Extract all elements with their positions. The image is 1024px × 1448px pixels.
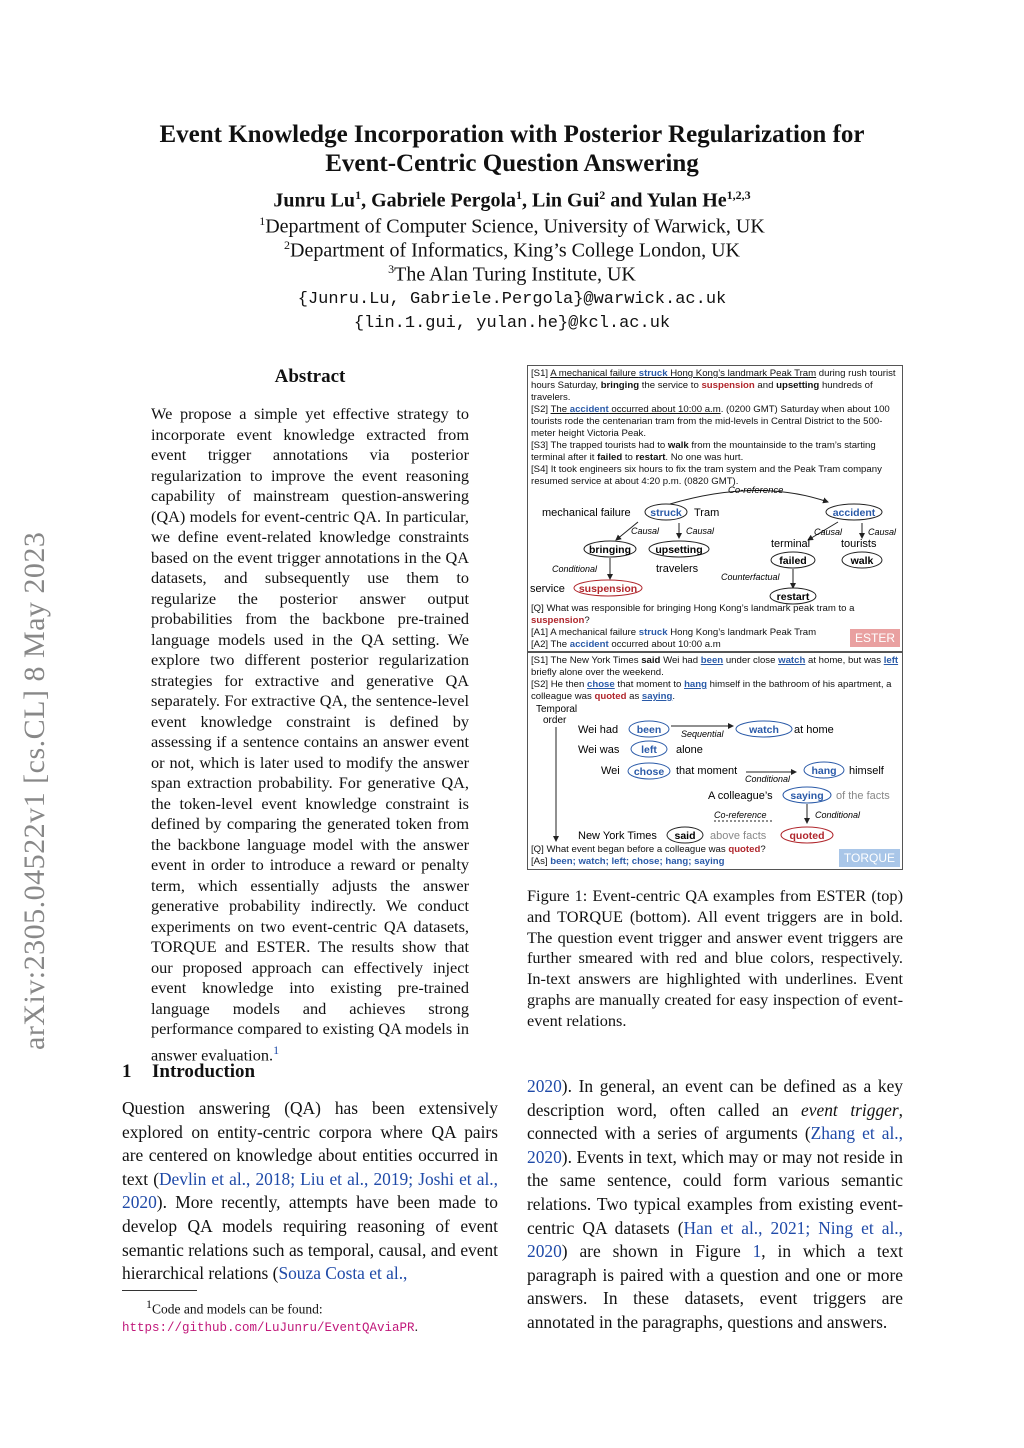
citation-link[interactable]: Zhang et al., 2020 [527, 1123, 903, 1167]
node-struck: struck [650, 507, 682, 519]
ester-sentence-3: [S3] The trapped tourists had to walk from the mountainside to the tram’s starting terminal after it failed to restart. No one was hurt. [531, 440, 876, 463]
node-wei: Wei [601, 765, 620, 777]
email-line: {Junru.Lu, Gabriele.Pergola}@warwick.ac.uk [297, 290, 727, 309]
emphasis-text: event trigger [801, 1099, 899, 1120]
body-text: , connected with a series of arguments ( [527, 1099, 904, 1144]
abstract-text: We propose a simple yet effective strategy to incorporate event knowledge extracted from event trigger annotations via posterior regularization to improve the event reasoning capability of mainstream question-answering (QA) models for event-centric QA. In particular, we define event-related knowledge constraints based on the event trigger annotations in the QA datasets, and subsequently use them to regularize the posterior answer output probabilities from the backbone pre-trained language models used in the QA setting. We explore two different posterior regularization strategies for extractive and generative QA separately. For extractive QA, the sentence-level event knowledge constraint is defined by assessing if a sentence contains an answer event or not, which is later used to modify the answer span extraction probability. For generative QA, the token-level event knowledge constraint is defined by comparing the generated token from the backbone language model with the answer event in order to introduce a reward or penalty term, which essentially adjusts the answer generative probability indirectly. We conduct experiments on two event-centric QA datasets, TORQUE and ESTER. The results show that our proposed approach can effectively inject event knowledge into existing pre-trained language models and achieves strong performance compared to existing QA models in answer evaluation. [151, 404, 469, 1064]
node-service: service [530, 583, 565, 595]
node-mechanical-failure: mechanical failure [542, 507, 631, 519]
affil-sup: 2 [284, 238, 291, 252]
ester-sentence-1: [S1] A mechanical failure struck Hong Kong’s landmark Peak Tram during rush tourist hours Saturday, bringing the service to suspension and upsetting hundreds of travelers. [531, 368, 896, 403]
section-heading [122, 1061, 255, 1083]
right-column-paragraph [527, 1075, 903, 1335]
section-title: Introduction [152, 1061, 256, 1082]
torque-tag: TORQUE [839, 849, 900, 867]
causal-label: Causal [868, 527, 897, 537]
node-quoted: quoted [789, 830, 825, 842]
node-wei-was: Wei was [578, 744, 620, 756]
node-watch: watch [749, 724, 779, 736]
section-number: 1 [122, 1061, 132, 1082]
node-left: left [641, 744, 657, 756]
author-affil-sup: 1 [516, 188, 523, 202]
node-chose: chose [633, 766, 665, 778]
intro-text: Question answering (QA) has been extensively explored on entity-centric corpora where QA pairs are centered on knowledge about entities occurred in text ( [122, 1098, 498, 1189]
affil-text: The Alan Turing Institute, UK [394, 263, 636, 286]
node-travelers: travelers [656, 563, 699, 575]
author-name: Yulan He [646, 189, 727, 212]
ester-qa [531, 603, 899, 651]
node-been: been [636, 724, 662, 736]
causal-label: Causal [814, 527, 843, 537]
node-of-the-facts: of the facts [836, 790, 890, 802]
author-list [0, 188, 1024, 213]
footnote-sup: 1 [146, 1297, 152, 1311]
footnote-end: . [414, 1318, 418, 1334]
author-name: Gabriele Pergola [371, 189, 517, 212]
affil-sup: 3 [388, 262, 395, 276]
node-accident: accident [832, 507, 876, 519]
node-said: said [674, 830, 696, 842]
causal-label: Causal [631, 526, 660, 536]
author-name: Lin Gui [532, 189, 600, 212]
body-text: , in which a text paragraph is paired with a question and one or more answers. In these datasets, event triggers are annotated in the paragraphs, questions and answers. [527, 1241, 903, 1332]
conditional-label: Conditional [552, 564, 598, 574]
intro-text: ). More recently, attempts have been made to develop QA models requiring reasoning of event semantic relations such as temporal, causal, and event hierarchical relations ( [122, 1192, 498, 1284]
torque-event-graph [528, 653, 902, 869]
torque-sentence-1: [S1] The New York Times said Wei had been under close watch at home, but was left briefly alone over the weekend. [531, 655, 899, 678]
node-wei-had: Wei had [578, 724, 619, 736]
affiliation [0, 214, 1024, 239]
ester-answer-2: [A2] The accident occurred about 10:00 a.m [531, 639, 721, 650]
author-affil-sup: 1,2,3 [726, 188, 751, 202]
author-affil-sup: 2 [599, 188, 606, 202]
affiliation [0, 262, 1024, 287]
affiliation [0, 238, 1024, 263]
author-affil-sup: 1 [355, 188, 362, 202]
citation-link[interactable]: Souza Costa et al., [278, 1263, 408, 1284]
node-restart: restart [776, 591, 810, 603]
intro-paragraph [122, 1097, 498, 1286]
ester-question: [Q] What was responsible for bringing Hong Kong’s landmark peak tram to a suspension? [531, 603, 855, 626]
footnote-marker[interactable]: 1 [273, 1042, 280, 1057]
figure-caption: Figure 1: Event-centric QA examples from ESTER (top) and TORQUE (bottom). All event triggers are in bold. The question event trigger and answer event triggers are further smeared with red and blue colors, respectively. In-text answers are highlighted with underlines. Event graphs are manually created for easy inspection of event-event relations. [527, 886, 903, 1030]
node-walk: walk [850, 555, 874, 567]
paper-title [0, 120, 1024, 178]
sequential-label: Sequential [681, 729, 724, 739]
footnote-url-link[interactable]: https://github.com/LuJunru/EventQAviaPR [122, 1320, 415, 1335]
node-hang: hang [811, 765, 837, 777]
author-separator: , [522, 189, 533, 212]
body-text: ). Events in text, which may or may not reside in the same sentence, could form various semantic relations. Two typical examples from existing event-centric QA datasets ( [527, 1146, 903, 1238]
torque-panel [527, 652, 903, 870]
affil-sup: 1 [259, 214, 266, 228]
node-above-facts: above facts [710, 830, 767, 842]
figure-ref-link[interactable]: 1 [752, 1241, 762, 1262]
torque-sentence-2: [S2] He then chose that moment to hang himself in the bathroom of his apartment, a colleague was quoted as saying. [531, 679, 892, 702]
citation-link[interactable]: 2020 [527, 1076, 562, 1096]
footnote-divider [122, 1290, 197, 1291]
arxiv-identifier: arXiv:2305.04522v1 [cs.CL] 8 May 2023 [18, 531, 51, 1050]
author-name: Junru Lu [273, 189, 356, 212]
abstract-body [151, 404, 469, 1065]
author-separator: , [361, 189, 372, 212]
ester-tag: ESTER [850, 629, 900, 647]
torque-question: [Q] What event began before a colleague was quoted? [531, 844, 766, 855]
order-label: order [543, 715, 567, 726]
node-failed: failed [779, 555, 807, 567]
footnote-text: Code and models can be found: [152, 1301, 323, 1317]
causal-label: Causal [686, 526, 715, 536]
title-line-2: Event-Centric Question Answering [325, 150, 699, 177]
ester-panel [527, 365, 903, 652]
node-new-york-times: New York Times [578, 830, 657, 842]
ester-sentence-2: [S2] The accident occurred about 10:00 a.m. (0200 GMT) Saturday when about 100 tourists rode the centenarian tram from the mid-levels in Central District to the 500-meter height Victoria Peak. [531, 404, 890, 439]
torque-answers: [As] been; watch; left; chose; hang; saying [531, 856, 725, 867]
node-tram: Tram [694, 507, 720, 519]
ester-sentence-4: [S4] It took engineers six hours to fix the tram system and the Peak Tram company resumed service at about 4:20 p.m. (0820 GMT). [531, 464, 882, 487]
node-suspension: suspension [578, 583, 638, 595]
citation-link[interactable]: Devlin et al., 2018; Liu et al., 2019; Joshi et al., 2020 [122, 1168, 498, 1213]
abstract-heading: Abstract [274, 366, 346, 387]
affil-text: Department of Informatics, King’s College London, UK [290, 239, 740, 262]
coref-label: Co-reference [714, 810, 767, 820]
email-line: {lin.1.gui, yulan.he}@kcl.ac.uk [353, 314, 671, 333]
conditional-label: Conditional [815, 810, 861, 820]
temporal-label: Temporal [536, 704, 578, 715]
citation-link[interactable]: Han et al., 2021; Ning et al., 2020 [527, 1217, 903, 1262]
affil-text: Department of Computer Science, University of Warwick, UK [265, 215, 765, 238]
body-text: ). In general, an event can be defined as a key description word, often called an [527, 1076, 903, 1120]
body-text: ) are shown in Figure [561, 1241, 753, 1262]
author-separator: and [605, 189, 647, 212]
footnote [122, 1296, 498, 1337]
counterfactual-label: Counterfactual [721, 572, 780, 582]
node-colleague: A colleague’s [708, 790, 773, 802]
node-at-home: at home [794, 724, 834, 736]
node-himself: himself [849, 765, 884, 777]
ester-answer-1: [A1] A mechanical failure struck Hong Kong’s landmark Peak Tram [531, 627, 817, 638]
node-upsetting: upsetting [655, 544, 703, 556]
node-bringing: bringing [589, 544, 631, 556]
coref-label: Co-reference [728, 485, 784, 496]
node-alone: alone [676, 744, 703, 756]
node-that-moment: that moment [676, 765, 738, 777]
node-tourists: tourists [841, 538, 877, 550]
node-terminal: terminal [771, 538, 811, 550]
conditional-label: Conditional [745, 774, 791, 784]
node-saying: saying [790, 790, 824, 802]
title-line-1: Event Knowledge Incorporation with Posterior Regularization for [159, 121, 865, 148]
